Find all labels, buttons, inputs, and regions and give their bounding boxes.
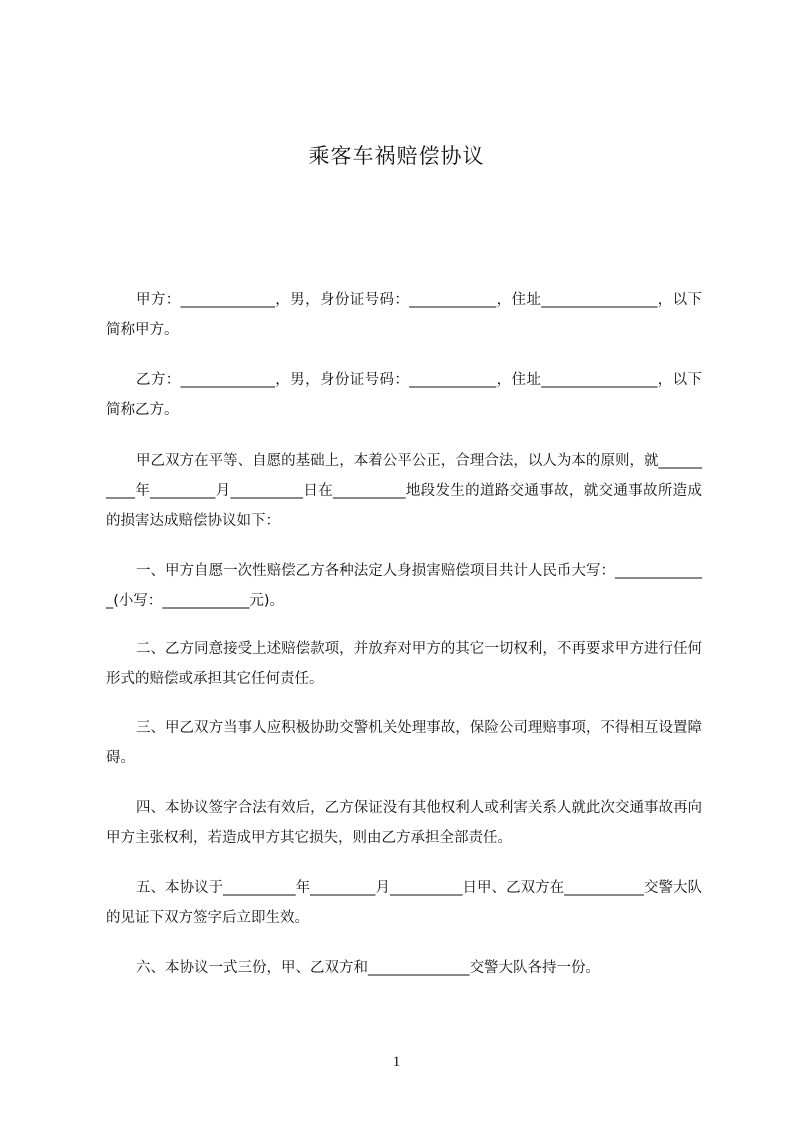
party-b-paragraph: 乙方：_____________，男，身份证号码：____________，住址________________，以下简称乙方。: [106, 372, 702, 418]
party-a-paragraph: 甲方：_____________，男，身份证号码：____________，住址________________，以下简称甲方。: [106, 292, 702, 338]
clause-4-paragraph: 四、本协议签字合法有效后，乙方保证没有其他权利人或利害关系人就此次交通事故再向甲方主张权利，若造成甲方其它损失，则由乙方承担全部责任。: [106, 800, 702, 846]
clause-1-paragraph: 一、甲方自愿一次性赔偿乙方各种法定人身损害赔偿项目共计人民币大写：_____________(小写：____________元)。: [106, 563, 702, 609]
clause-2-paragraph: 二、乙方同意接受上述赔偿款项，并放弃对甲方的其它一切权利，不再要求甲方进行任何形式的赔偿或承担其它任何责任。: [106, 641, 702, 687]
clause-5-paragraph: 五、本协议于__________年_________月__________日甲、乙双方在___________交警大队的见证下双方签字后立即生效。: [106, 880, 702, 926]
clause-3-paragraph: 三、甲乙双方当事人应积极协助交警机关处理事故，保险公司理赔事项，不得相互设置障碍。: [106, 720, 702, 766]
clause-6-paragraph: 六、本协议一式三份，甲、乙双方和______________交警大队各持一份。: [136, 960, 600, 976]
preamble-paragraph: 甲乙双方在平等、自愿的基础上，本着公平公正，合理合法，以人为本的原则，就__________年_________月__________日在__________地段发生的道路交通事故，就交通事故所造成的损害达成赔偿协议如下：: [106, 453, 702, 529]
document-title: 乘客车祸赔偿协议: [308, 144, 485, 168]
page-number: 1: [392, 1054, 401, 1070]
